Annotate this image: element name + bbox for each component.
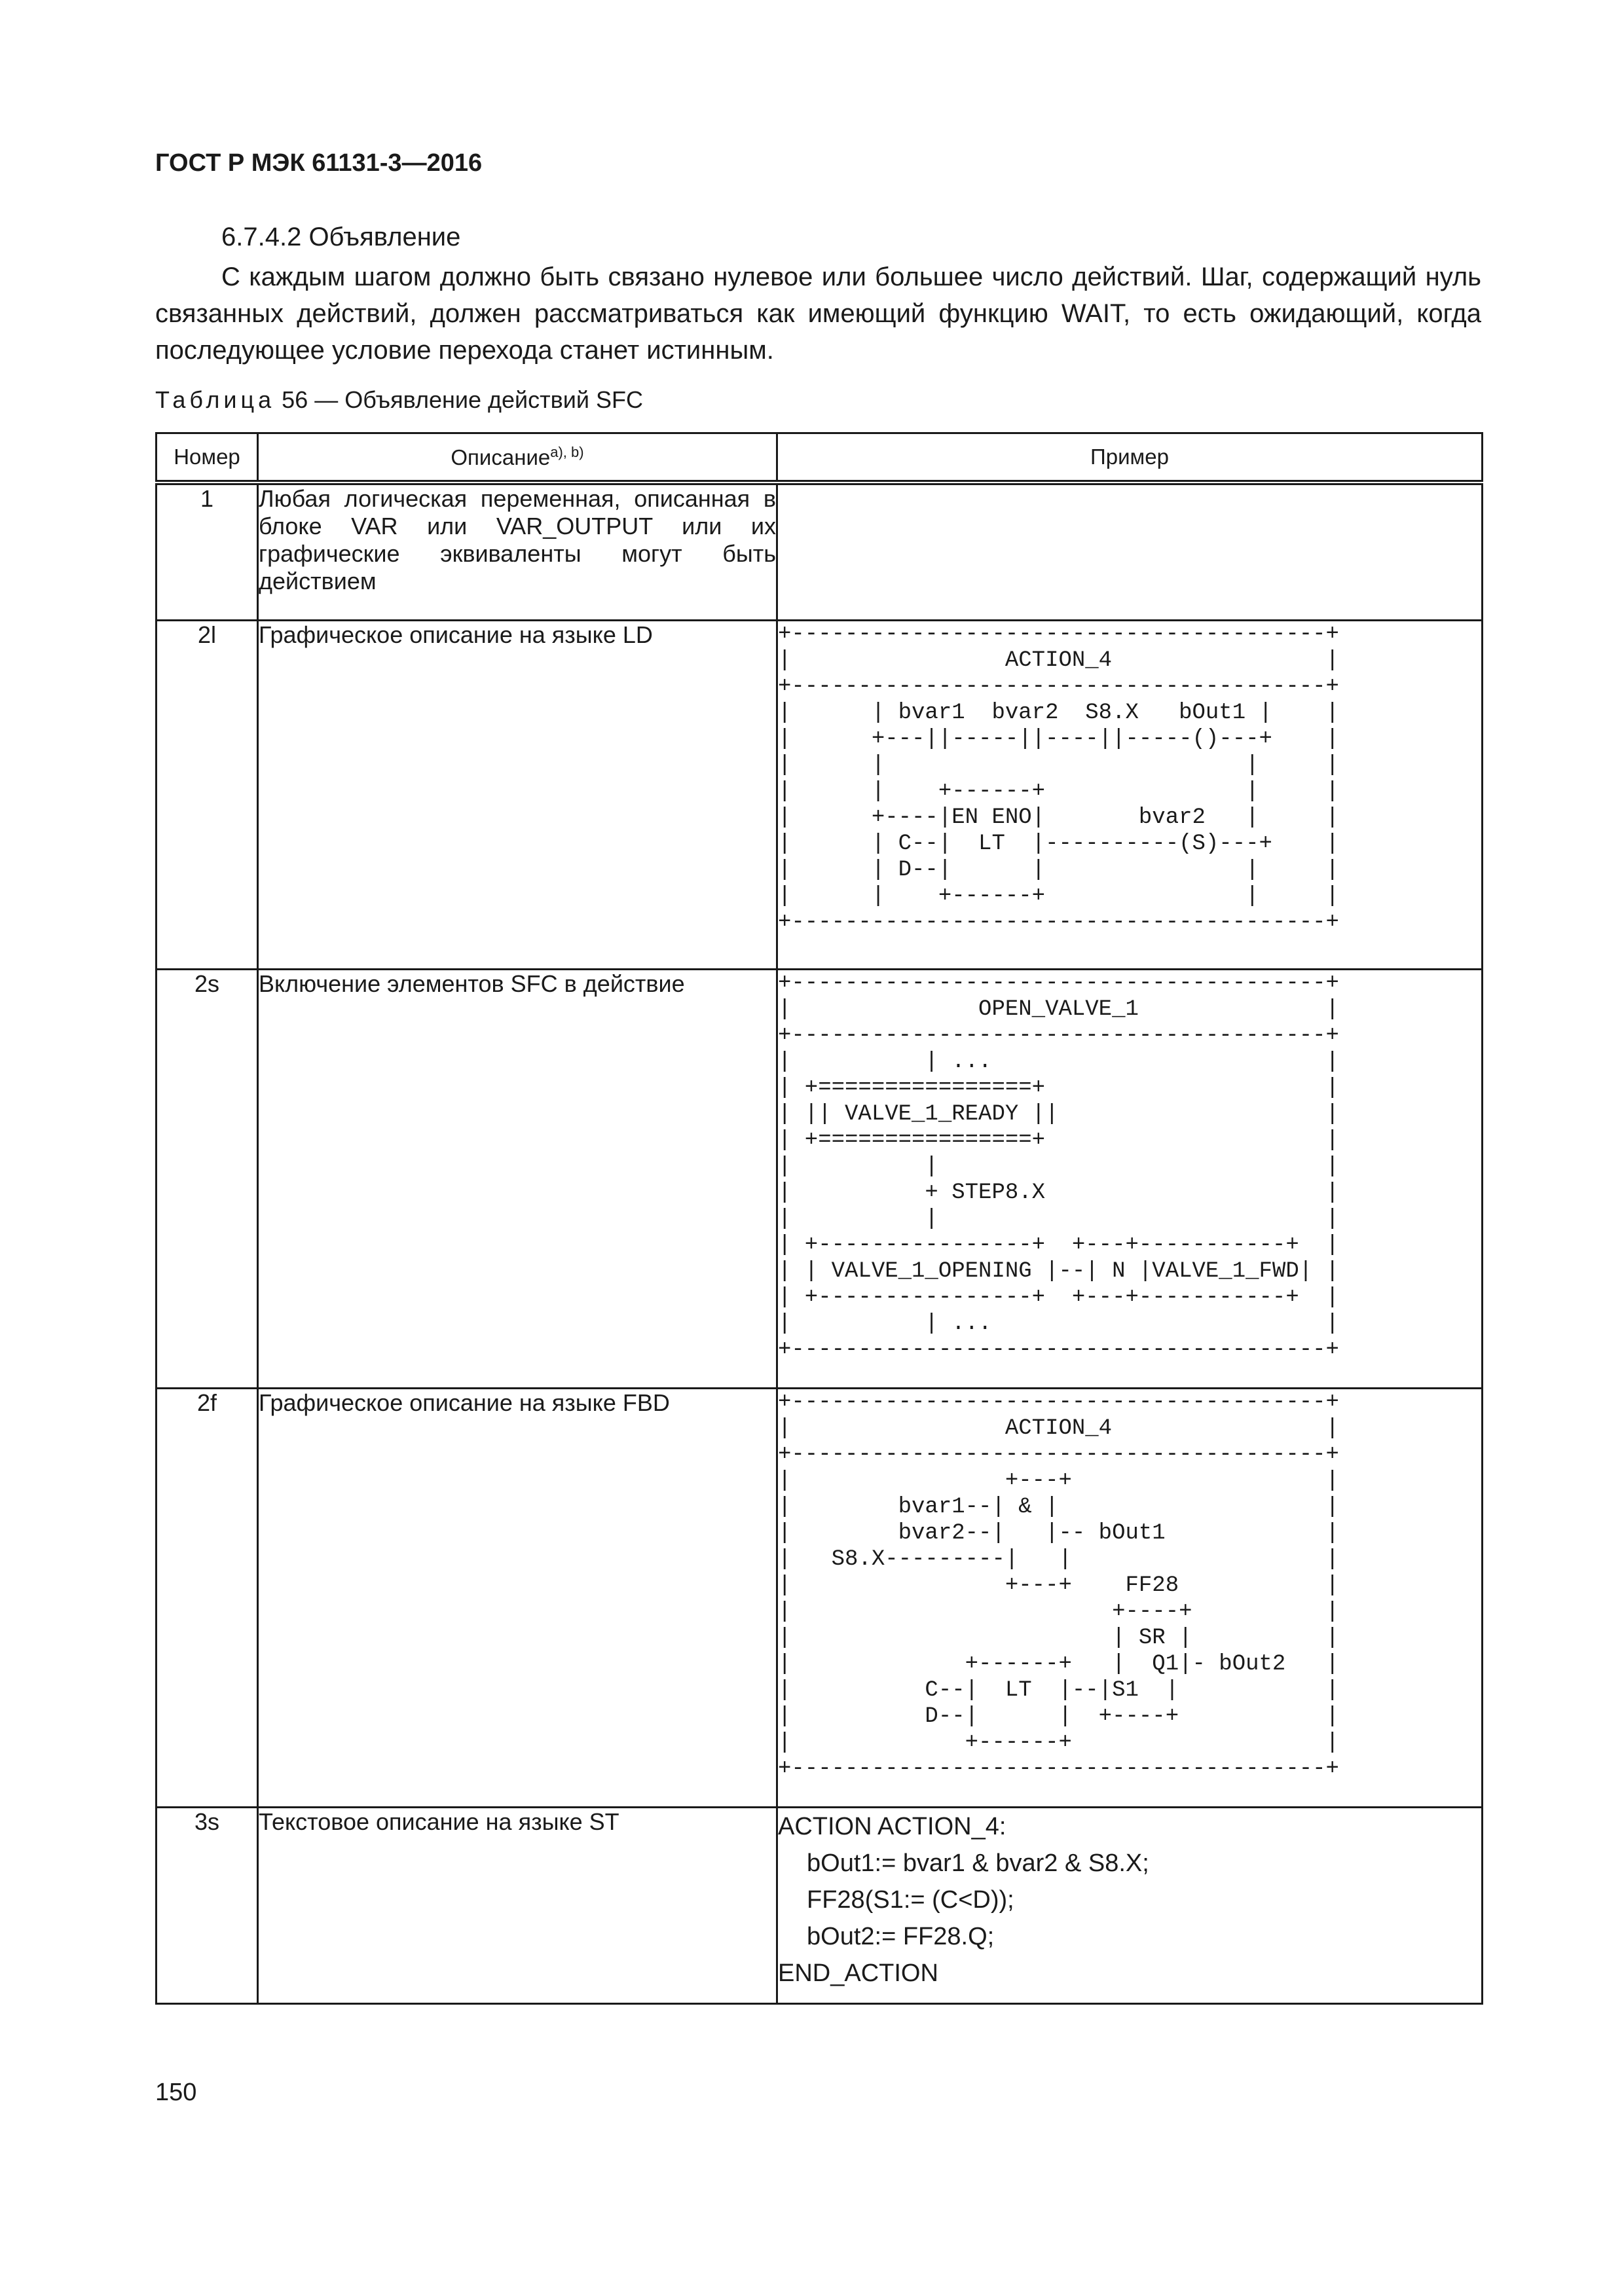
sfc-diagram: +----------------------------------------+ | OPEN_VALVE_1 | +----------------------------------------+ | | ... | | +================+ | | || VALVE_1_READY || | | +================+ | | | | | + STEP8.X | | | | | +----------------+ +---+-----------+ | | | VALVE_1_OPENING |--| N |VALVE_1_FWD| | | +----------------+ +---+-----------+ | | | ... | +----------------------------------------+: [778, 970, 1339, 1362]
st-code-block: [778, 1808, 1481, 1992]
body-paragraph: С каждым шагом должно быть связано нулевое или большее число действий. Шаг, содержащий нуль связанных действий, должен рассматриваться как имеющий функцию WAIT, то есть ожидающий, когда последующее условие перехода станет истинным.: [155, 263, 1481, 365]
row-description: Текстовое описание на языке ST: [258, 1807, 777, 2003]
row-example: [777, 483, 1483, 620]
table-header-row: [157, 433, 1483, 483]
header-num: Номер: [157, 433, 258, 483]
table-row: [157, 620, 1483, 969]
row-number: 2f: [157, 1388, 258, 1807]
table-row: [157, 969, 1483, 1388]
row-description: Включение элементов SFC в действие: [258, 969, 777, 1388]
header-desc-note: а), b): [550, 444, 584, 460]
row-description: Графическое описание на языке LD: [258, 620, 777, 969]
row-description: Любая логическая переменная, описанная в блоке VAR или VAR_OUTPUT или их графические эквиваленты могут быть действием: [258, 483, 777, 620]
row-example: [777, 1807, 1483, 2003]
row-number: 3s: [157, 1807, 258, 2003]
row-number: 2l: [157, 620, 258, 969]
section-heading: 6.7.4.2 Объявление: [221, 223, 461, 251]
row-description: Графическое описание на языке FBD: [258, 1388, 777, 1807]
st-line: FF28(S1:= (C<D));: [807, 1886, 1014, 1914]
row-example: [777, 1388, 1483, 1807]
fbd-diagram: +----------------------------------------+ | ACTION_4 | +----------------------------------------+ | +---+ | | bvar1--| & | | | bvar2--| |-- bOut1 | | S8.X---------| | | | +---+ FF28 | | +----+ | | | SR | | | +------+ | Q1|- bOut2 | | C--| LT |--|S1 | | | D--| | +----+ | | +------+ | +----------------------------------------+: [778, 1389, 1339, 1781]
table-caption: [155, 386, 643, 414]
st-line: ACTION ACTION_4:: [778, 1812, 1006, 1840]
table-caption-text: 56 — Объявление действий SFC: [282, 386, 643, 413]
header-desc: [258, 433, 777, 483]
table-row: [157, 483, 1483, 620]
row-example: [777, 969, 1483, 1388]
st-line: bOut1:= bvar1 & bvar2 & S8.X;: [807, 1849, 1149, 1877]
page-number: 150: [155, 2079, 197, 2106]
table-row: [157, 1388, 1483, 1807]
table-row: [157, 1807, 1483, 2003]
st-line: END_ACTION: [778, 1959, 938, 1987]
document-header: ГОСТ Р МЭК 61131-3—2016: [155, 149, 483, 177]
table-caption-label: Таблица: [155, 386, 276, 413]
row-number: 2s: [157, 969, 258, 1388]
ld-diagram: +----------------------------------------+ | ACTION_4 | +----------------------------------------+ | | bvar1 bvar2 S8.X bOut1 | | | +---||-----||----||-----()---+ | | | | | | | +------+ | | | +----|EN ENO| bvar2 | | | | C--| LT |----------(S)---+ | | | D--| | | | | | +------+ | | +----------------------------------------+: [778, 621, 1339, 935]
header-desc-label: Описание: [451, 445, 551, 469]
st-line: bOut2:= FF28.Q;: [807, 1922, 995, 1950]
header-example: Пример: [777, 433, 1483, 483]
row-number: 1: [157, 483, 258, 620]
actions-declaration-table: [155, 432, 1483, 2005]
row-example: [777, 620, 1483, 969]
